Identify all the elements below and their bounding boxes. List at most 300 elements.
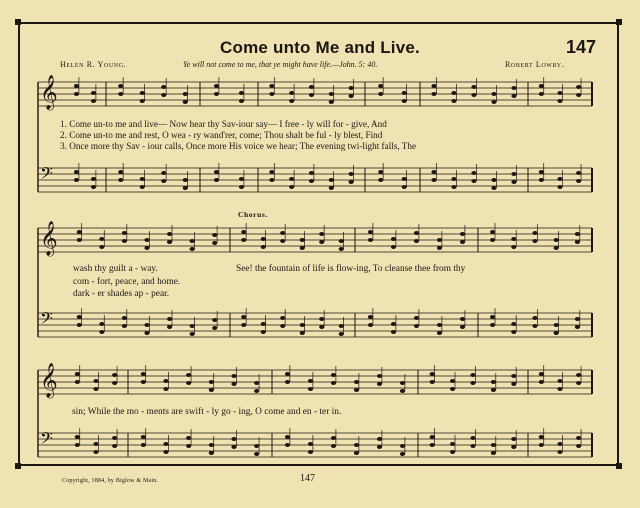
note-head (308, 442, 313, 446)
verse-3-line (60, 141, 416, 151)
note-head (400, 381, 405, 385)
verse-number: 2. (60, 130, 67, 140)
chorus-label: Chorus. (238, 210, 268, 219)
bass-clef-icon: 𝄢 (40, 308, 53, 332)
note-head (254, 381, 259, 385)
note-head (309, 171, 314, 175)
note-head (144, 323, 149, 327)
note-head (167, 317, 172, 321)
note-head (329, 186, 334, 190)
note-head (212, 318, 217, 322)
note-head (575, 232, 580, 236)
note-head (576, 93, 581, 97)
verse-lyrics: Come un-to me and rest, O wea - ry wand'rer, come; Thou shalt be ful - ly blest, Find (69, 130, 383, 140)
note-head (289, 177, 294, 181)
note-head (354, 451, 359, 455)
note-head (471, 171, 476, 175)
note-head (254, 389, 259, 393)
note-head (74, 84, 79, 88)
note-head (319, 317, 324, 321)
note-head (190, 332, 195, 336)
note-head (289, 185, 294, 189)
note-head (140, 177, 145, 181)
note-head (414, 324, 419, 328)
note-head (511, 374, 516, 378)
note-head (99, 330, 104, 334)
treble-clef-icon: 𝄞 (40, 363, 58, 398)
note-head (490, 230, 495, 234)
note-head (460, 325, 465, 329)
note-head (331, 436, 336, 440)
note-head (450, 379, 455, 383)
note-head (239, 177, 244, 181)
note-head (576, 171, 581, 175)
chorus-lyrics: See! the fountain of life is flow-ing, To cleanse thee from thy (236, 264, 466, 274)
note-head (511, 94, 516, 98)
note-head (402, 99, 407, 103)
note-head (93, 450, 98, 454)
note-head (91, 99, 96, 103)
note-head (167, 240, 172, 244)
note-head (491, 451, 496, 455)
note-head (239, 185, 244, 189)
note-head (122, 316, 127, 320)
verse-lyrics: Once more thy Sav - iour calls, Once more His voice we hear; The evening twi-light falls, The (69, 141, 417, 151)
note-head (93, 387, 98, 391)
note-head (377, 445, 382, 449)
note-head (576, 373, 581, 377)
note-head (269, 84, 274, 88)
note-head (93, 442, 98, 446)
note-head (431, 92, 436, 96)
note-head (532, 316, 537, 320)
verse-2-ending: com - fort, peace, and home. (73, 277, 181, 287)
note-head (280, 324, 285, 328)
note-head (368, 230, 373, 234)
note-head (491, 178, 496, 182)
note-head (557, 91, 562, 95)
note-head (532, 239, 537, 243)
note-head (161, 93, 166, 97)
note-head (75, 435, 80, 439)
note-head (451, 99, 456, 103)
note-head (378, 170, 383, 174)
note-head (254, 452, 259, 456)
note-head (209, 451, 214, 455)
note-head (167, 232, 172, 236)
note-head (450, 387, 455, 391)
note-head (289, 99, 294, 103)
note-head (99, 322, 104, 326)
note-head (163, 379, 168, 383)
note-head (539, 92, 544, 96)
note-head (319, 232, 324, 236)
note-head (269, 170, 274, 174)
note-head (75, 372, 80, 376)
note-head (212, 241, 217, 245)
note-head (511, 382, 516, 386)
note-head (491, 100, 496, 104)
note-head (430, 372, 435, 376)
verse-1-line (60, 119, 387, 129)
note-head (539, 443, 544, 447)
note-head (186, 381, 191, 385)
note-head (183, 186, 188, 190)
note-head (99, 237, 104, 241)
note-head (557, 442, 562, 446)
note-head (269, 178, 274, 182)
bass-clef-icon: 𝄢 (40, 163, 53, 187)
verse-2-line (60, 130, 382, 140)
verse-1-ending: wash thy guilt a - way. (73, 264, 158, 274)
note-head (241, 238, 246, 242)
note-head (309, 85, 314, 89)
author-credit: Helen R. Young. (60, 60, 127, 69)
note-head (490, 323, 495, 327)
note-head (437, 238, 442, 242)
note-head (329, 100, 334, 104)
note-head (77, 323, 82, 327)
note-head (470, 381, 475, 385)
note-head (575, 317, 580, 321)
note-head (280, 239, 285, 243)
note-head (402, 91, 407, 95)
note-head (349, 86, 354, 90)
note-head (183, 92, 188, 96)
note-head (511, 237, 516, 241)
note-head (241, 315, 246, 319)
note-head (539, 435, 544, 439)
note-head (231, 437, 236, 441)
note-head (144, 238, 149, 242)
note-head (91, 177, 96, 181)
note-head (122, 231, 127, 235)
verse-3-ending: dark - er shades ap - pear. (73, 289, 170, 299)
note-head (141, 372, 146, 376)
note-head (576, 85, 581, 89)
note-head (349, 180, 354, 184)
note-head (460, 232, 465, 236)
note-head (186, 444, 191, 448)
note-head (161, 85, 166, 89)
note-head (212, 326, 217, 330)
note-head (214, 178, 219, 182)
note-head (239, 99, 244, 103)
note-head (491, 388, 496, 392)
note-head (532, 324, 537, 328)
note-head (183, 100, 188, 104)
note-head (161, 171, 166, 175)
note-head (261, 322, 266, 326)
note-head (391, 330, 396, 334)
hymn-number: 147 (565, 37, 596, 57)
note-head (539, 380, 544, 384)
note-head (308, 387, 313, 391)
note-head (285, 435, 290, 439)
note-head (402, 177, 407, 181)
note-head (339, 239, 344, 243)
note-head (93, 379, 98, 383)
note-head (451, 185, 456, 189)
chorus-ending-lyrics: sin; While the mo - ments are swift - ly go - ing, O come and en - ter in. (72, 407, 342, 417)
note-head (74, 178, 79, 182)
note-head (308, 379, 313, 383)
note-head (261, 330, 266, 334)
note-head (354, 380, 359, 384)
note-head (186, 373, 191, 377)
note-head (491, 186, 496, 190)
composer-credit: Robert Lowry. (505, 60, 565, 69)
note-head (349, 94, 354, 98)
note-head (300, 331, 305, 335)
note-head (557, 99, 562, 103)
note-head (532, 231, 537, 235)
note-head (329, 92, 334, 96)
note-head (554, 323, 559, 327)
note-head (75, 380, 80, 384)
note-head (231, 374, 236, 378)
note-head (112, 381, 117, 385)
note-head (400, 389, 405, 393)
note-head (141, 443, 146, 447)
note-head (460, 317, 465, 321)
note-head (539, 84, 544, 88)
note-head (261, 245, 266, 249)
note-head (280, 316, 285, 320)
note-head (329, 178, 334, 182)
note-head (241, 230, 246, 234)
note-head (451, 91, 456, 95)
note-head (77, 238, 82, 242)
note-head (289, 91, 294, 95)
note-head (378, 92, 383, 96)
note-head (112, 436, 117, 440)
note-head (99, 245, 104, 249)
bass-clef-icon: 𝄢 (40, 428, 53, 452)
note-head (431, 178, 436, 182)
note-head (575, 325, 580, 329)
note-head (391, 322, 396, 326)
note-head (331, 444, 336, 448)
note-head (300, 238, 305, 242)
note-head (354, 443, 359, 447)
verse-number: 3. (60, 141, 67, 151)
note-head (576, 179, 581, 183)
note-head (431, 84, 436, 88)
verse-lyrics: Come un-to me and live— Now hear thy Sav-iour say— I free - ly will for - give, And (69, 119, 387, 129)
note-head (414, 231, 419, 235)
note-head (144, 331, 149, 335)
note-head (576, 444, 581, 448)
note-head (331, 381, 336, 385)
note-head (118, 178, 123, 182)
note-head (140, 185, 145, 189)
note-head (186, 436, 191, 440)
note-head (460, 240, 465, 244)
note-head (377, 382, 382, 386)
note-head (214, 92, 219, 96)
note-head (402, 185, 407, 189)
note-head (75, 443, 80, 447)
note-head (400, 452, 405, 456)
note-head (118, 84, 123, 88)
note-head (309, 179, 314, 183)
note-head (118, 170, 123, 174)
note-head (391, 237, 396, 241)
note-head (349, 172, 354, 176)
note-head (74, 170, 79, 174)
note-head (77, 315, 82, 319)
note-head (511, 180, 516, 184)
note-head (190, 324, 195, 328)
note-head (557, 379, 562, 383)
note-head (339, 324, 344, 328)
note-head (209, 380, 214, 384)
note-head (557, 177, 562, 181)
note-head (368, 323, 373, 327)
note-head (112, 373, 117, 377)
note-head (339, 332, 344, 336)
copyright-notice: Copyright, 1884, by Biglow & Main. (62, 478, 159, 484)
note-head (241, 323, 246, 327)
note-head (269, 92, 274, 96)
note-head (319, 325, 324, 329)
note-head (300, 246, 305, 250)
note-head (285, 372, 290, 376)
note-head (430, 435, 435, 439)
note-head (122, 239, 127, 243)
note-head (450, 450, 455, 454)
note-head (511, 245, 516, 249)
note-head (231, 382, 236, 386)
note-head (239, 91, 244, 95)
note-head (491, 92, 496, 96)
note-head (339, 247, 344, 251)
note-head (470, 373, 475, 377)
note-head (490, 238, 495, 242)
note-head (319, 240, 324, 244)
note-head (91, 185, 96, 189)
note-head (430, 443, 435, 447)
note-head (400, 444, 405, 448)
note-head (231, 445, 236, 449)
note-head (451, 177, 456, 181)
note-head (308, 450, 313, 454)
note-head (576, 436, 581, 440)
note-head (141, 435, 146, 439)
note-head (575, 240, 580, 244)
note-head (183, 178, 188, 182)
note-head (377, 374, 382, 378)
note-head (471, 179, 476, 183)
note-head (190, 239, 195, 243)
note-head (209, 388, 214, 392)
note-head (450, 442, 455, 446)
note-head (490, 315, 495, 319)
note-head (414, 316, 419, 320)
note-head (309, 93, 314, 97)
scripture-reference: Ye will not come to me, that ye might have life.—John. 5: 40. (183, 60, 378, 69)
note-head (368, 315, 373, 319)
note-head (167, 325, 172, 329)
note-head (471, 85, 476, 89)
note-head (331, 373, 336, 377)
note-head (140, 91, 145, 95)
note-head (280, 231, 285, 235)
note-head (414, 239, 419, 243)
note-head (378, 178, 383, 182)
note-head (300, 323, 305, 327)
note-head (368, 238, 373, 242)
note-head (261, 237, 266, 241)
page-number: 147 (300, 473, 315, 484)
note-head (470, 436, 475, 440)
note-head (511, 330, 516, 334)
note-head (378, 84, 383, 88)
note-head (112, 444, 117, 448)
note-head (470, 444, 475, 448)
note-head (118, 92, 123, 96)
note-head (163, 387, 168, 391)
note-head (141, 380, 146, 384)
hymn-title: Come unto Me and Live. (220, 38, 420, 57)
note-head (431, 170, 436, 174)
note-head (77, 230, 82, 234)
note-head (161, 179, 166, 183)
note-head (391, 245, 396, 249)
note-head (163, 450, 168, 454)
note-head (212, 233, 217, 237)
note-head (437, 331, 442, 335)
note-head (539, 372, 544, 376)
note-head (539, 170, 544, 174)
note-head (539, 178, 544, 182)
note-head (91, 91, 96, 95)
note-head (554, 331, 559, 335)
note-head (122, 324, 127, 328)
note-head (576, 381, 581, 385)
note-head (354, 388, 359, 392)
note-head (74, 92, 79, 96)
note-head (144, 246, 149, 250)
note-head (140, 99, 145, 103)
note-head (209, 443, 214, 447)
note-head (163, 442, 168, 446)
treble-clef-icon: 𝄞 (40, 75, 58, 110)
treble-clef-icon: 𝄞 (40, 221, 58, 256)
note-head (471, 93, 476, 97)
note-head (254, 444, 259, 448)
note-head (511, 445, 516, 449)
note-head (285, 380, 290, 384)
note-head (511, 86, 516, 90)
note-head (430, 380, 435, 384)
note-head (557, 387, 562, 391)
note-head (511, 437, 516, 441)
note-head (437, 323, 442, 327)
note-head (557, 450, 562, 454)
note-head (214, 170, 219, 174)
note-head (511, 322, 516, 326)
note-head (554, 238, 559, 242)
note-head (557, 185, 562, 189)
verse-number: 1. (60, 119, 67, 129)
note-head (214, 84, 219, 88)
note-head (491, 380, 496, 384)
note-head (511, 172, 516, 176)
note-head (491, 443, 496, 447)
note-head (190, 247, 195, 251)
